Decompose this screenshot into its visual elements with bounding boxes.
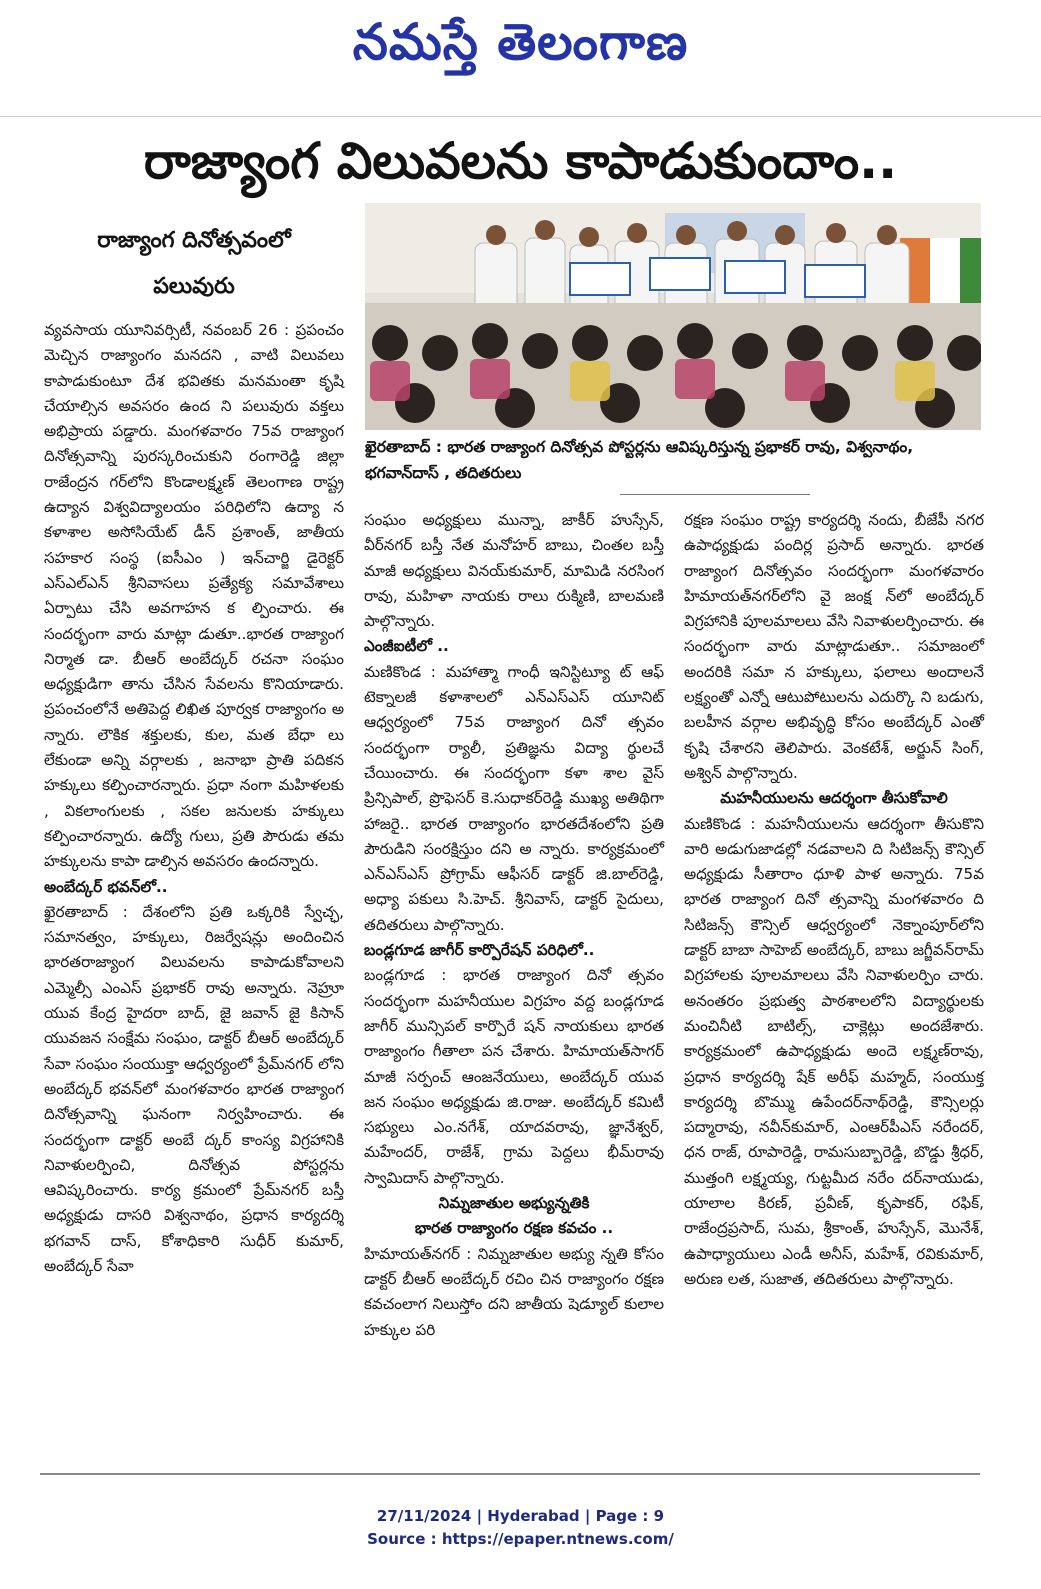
side-title [44, 218, 344, 310]
paragraph: మణికొండ : మహనీయులను ఆదర్శంగా తీసుకొని వారి అడుగుజాడల్లో నడవాలని ది సిటిజన్స్ కౌన్సిల్ అధ్యక్షుడు సీతారాం ధూళి పాళ అన్నారు. 75వ భారత రాజ్యాంగ దినో త్సవాన్ని మంగళవారం ది సిటిజన్స్ కౌన్సిల్ ఆధ్వర్యంలో నెక్నాంపూర్‌లోని డాక్టర్ బాబా సాహెబ్ అంబేద్కర్, బాబు జగ్జీవన్‌రామ్ విగ్రహాలకు పూలమాలలు వేసి నివాళులర్పిం చారు. అనంతరం ప్రభుత్వ పాఠశాలలోని విద్యార్థులకు మంచినీటి బాటిల్స్, చాక్లెట్లు అందజేశారు. కార్యక్రమంలో ఉపాధ్యక్షుడు అందె లక్ష్మణ్‌రావు, ప్రధాన కార్యదర్శి షేక్ అరీఫ్ మహ్మద్, సంయుక్త కార్యదర్శి బొమ్ము ఉపేందర్‌నాథ్‌రెడ్డి, కౌన్సిలర్లు పద్మారావు, నవీన్‌కుమార్, ఎంఆర్‌పీఎస్ నరేందర్, ధన రాజ్, రూపారెడ్డి, రామసుబ్బారెడ్డి, బొడ్డు శ్రీధర్, ముత్తంగి లక్ష్మయ్య, గుట్టమీద నరేం దర్‌నాయుడు, యాలాల కిరణ్, ప్రవీణ్, కృపాకర్, రఫిక్, రాజేంద్రప్రసాద్, సుమ, శ్రీకాంత్, హుస్సేన్, మొనేశ్, ఉపాధ్యాయులు ఎండీ అనీస్, మహేశ్, రవికుమార్, అరుణ లత, సుజాత, తదితరులు పాల్గొన్నారు. [684, 814, 984, 1288]
article-column-2 [364, 508, 664, 1343]
paragraph: రక్షణ సంఘం రాష్ట్ర కార్యదర్శి నందు, బీజేపీ నగర ఉపాధ్యక్షుడు పందిర్ల ప్రసాద్ అన్నారు. భారత రాజ్యాంగ దినోత్సవం సందర్భంగా మంగళవారం హిమాయత్‌నగర్‌లోని వై జంక్ష న్‌లో అంబేద్కర్ విగ్రహానికి పూలమాలలు వేసి నివాళులర్పించారు. ఈ సందర్భంగా వారు మాట్లాడుతూ.. సమాజంలో అందరికి సమా న హక్కులు, ఫలాలు అందాలనే లక్ష్యంతో ఎన్నో ఆటుపోటులను ఎదుర్కొ ని బడుగు, బలహీన వర్గాల అభివృద్ధి కోసం అంబేద్కర్ ఎంతో కృషి చేశారని తెలిపారు. వెంకటేశ్, అర్జున్ సింగ్, అశ్విన్ పాల్గొన్నారు. [684, 511, 984, 782]
subheading: మహనీయులను ఆదర్శంగా తీసుకోవాలి [720, 789, 948, 808]
subheading: అంబేద్కర్ భవన్‌లో.. [44, 877, 168, 896]
photo-caption: ఖైరతాబాద్ : భారత రాజ్యాంగ దినోత్సవ పోస్టర్లను ఆవిష్కరిస్తున్న ప్రభాకర్ రావు, విశ్వనాథం, భగవాన్‌దాస్ , తదితరులు [365, 438, 914, 482]
side-title-line1: రాజ్యాంగ దినోత్సవంలో [97, 228, 291, 253]
main-headline: రాజ్యాంగ విలువలను కాపాడుకుందాం.. [143, 132, 898, 190]
footer-date-line: 27/11/2024 | Hyderabad | Page : 9 [376, 1507, 665, 1525]
paragraph: సంఘం అధ్యక్షులు మున్నా, జాకీర్ హుస్సేన్, వీర్‌నగర్ బస్తీ నేత మనోహర్ బాబు, చింతల బస్తీ మాజీ అధ్యక్షులు వినయ్‌కుమార్, మామిడి నరసింగ రావు, మహిళా నాయకు రాలు రుక్మిణి, బాలమణి పాల్గొన్నారు. [364, 511, 664, 631]
paragraph: బండ్లగూడ : భారత రాజ్యాంగ దినో త్సవం సందర్భంగా మహనీయుల విగ్రహం వద్ద బండ్లగూడ జాగీర్ మున్సిపల్ కార్పొరే షన్ నాయకులు భారత రాజ్యాంగం గీతాలా పన చేశారు. హిమాయత్‌సాగర్ మాజీ సర్పంచ్ ఆంజనేయులు, అంబేద్కర్ యువ జన సంఘం అధ్యక్షుడు జి.రాజు. అంబేద్కర్ కమిటీ సభ్యులు ఎం.నగేశ్, యాదవరావు, జ్ఞానేశ్వర్, మహేందర్, రాజేశ్, గ్రామ పెద్దలు భీమ్‌రావు స్వామిదాస్ పాల్గొన్నారు. [364, 966, 664, 1187]
article-column-3 [684, 508, 984, 1292]
paragraph: మణికొండ : మహాత్మా గాంధీ ఇనిస్టిట్యూ ట్ ఆఫ్ టెక్నాలజీ కళాశాలలో ఎన్ఎస్ఎస్ యూనిట్ ఆధ్వర్యంలో 75వ రాజ్యాంగ దినో త్సవం సందర్భంగా ర్యాలీ, ప్రతిజ్ఞను విద్యా ర్థులచే చేయించారు. ఈ సందర్భంగా కళా శాల వైస్ ప్రిన్సిపాల్, ప్రొఫెసర్ కె.సుధాకర్‌రెడ్డి ముఖ్య అతిథిగా హాజరై.. భారత రాజ్యాంగం భారతదేశంలోని ప్రతి పౌరుడిని సంరక్షిస్తుం దని అ న్నారు. కార్యక్రమంలో ఎన్ఎస్ఎస్ ప్రోగ్రామ్ ఆఫీసర్ డాక్టర్ జి.బాల్‌రెడ్డి, అధ్యా పకులు సి.హెచ్. శ్రీనివాస్, డాక్టర్ సైదులు, తదితరులు పాల్గొన్నారు. [364, 662, 664, 934]
top-divider [0, 116, 1041, 117]
paragraph: ఖైరతాబాద్ : దేశంలోని ప్రతి ఒక్కరికి స్వేచ్ఛ, సమానత్వం, హక్కులు, రిజర్వేషన్లు అందించిన భారతరాజ్యాంగ విలువలను కాపాడుకోవాలని ఎమ్మెల్సీ ఎంఎస్ ప్రభాకర్ రావు అన్నారు. నెహ్రూ యువ కేంద్ర హైదరా బాద్, జై జవాన్ జై కిసాన్ యువజన సంక్షేమ సంఘం, డాక్టర్ బీఆర్ అంబేద్కర్ సేవా సంఘం సంయుక్తా ఆధ్వర్యంలో ప్రేమ్‌నగర్ లోని అంబేద్కర్ భవన్‌లో మంగళవారం భారత రాజ్యాంగ దినోత్సవాన్ని ఘనంగా నిర్వహించారు. ఈ సందర్భంగా డాక్టర్ అంబే ద్కర్ కాంస్య విగ్రహానికి నివాళులర్పించి, దినోత్సవ పోస్టర్లను ఆవిష్కరించారు. కార్య క్రమంలో ప్రేమ్‌నగర్ బస్తీ అధ్యక్షుడు దాసరి విశ్వనాథం, ప్రధాన కార్యదర్శి భగవాన్ దాస్, కోశాధికారి సుధీర్ కుమార్, అంబేద్కర్ సేవా [44, 902, 344, 1275]
footer-source-link[interactable]: Source : https://epaper.ntnews.com/ [367, 1530, 674, 1548]
subheading: బండ్లగూడ జాగీర్ కార్పొరేషన్ పరిధిలో.. [364, 941, 595, 960]
bottom-divider [40, 1473, 980, 1475]
page-footer [0, 1505, 1041, 1551]
side-title-line2: పలువురు [153, 274, 235, 299]
newspaper-masthead: నమస్తే తెలంగాణ [352, 13, 689, 71]
subheading: భారత రాజ్యాంగం రక్షణ కవచం .. [414, 1219, 614, 1238]
subheading: ఎంజీఐటీలో .. [364, 637, 449, 656]
subheading: నిమ్నజాతుల అభ్యున్నతికి [438, 1194, 590, 1213]
event-photo-illustration [365, 203, 981, 430]
paragraph: హిమాయత్‌నగర్ : నిమ్నజాతుల అభ్యు న్నతి కోసం డాక్టర్ బీఆర్ అంబేద్కర్ రచిం చిన రాజ్యాంగం రక్షణ కవచంలాగ నిలుస్తోం దని జాతీయ షెడ్యూల్ కులాల హక్కుల పరి [364, 1244, 664, 1339]
paragraph: వ్యవసాయ యూనివర్సిటీ, నవంబర్ 26 : ప్రపంచం మెచ్చిన రాజ్యాంగం మనదని , వాటి విలువలు కాపాడుకుంటూ దేశ భవితకు మనమంతా కృషి చేయాల్సిన అవసరం ఉంద ని పలువురు వక్తలు అభిప్రాయ పడ్డారు. మంగళవారం 75వ రాజ్యాంగ దినోత్సవాన్ని పురస్కరించుకుని రంగారెడ్డి జిల్లా రాజేంద్రన గర్‌లోని కొండాలక్ష్మణ్ తెలంగాణ రాష్ట్ర ఉద్యాన విశ్వవిద్యాలయం పరిధిలోని ఉద్యా న కళాశాల అసోసియేట్ డీన్ ప్రశాంత్, జాతీయ సహకార సంస్థ (ఐసీఎం ) ఇన్‌చార్జి డైరెక్టర్ ఎస్ఎల్ఎన్ శ్రీనివాసలు ప్రత్యేక్య సమావేశాలు ఏర్పాటు చేసి అవగాహన క ల్పించారు. ఈ సందర్భంగా వారు మాట్లా డుతూ..భారత రాజ్యాంగ నిర్మాత డా. బీఆర్ అంబేద్కర్ రచనా సంఘం అధ్యక్షుడిగా తాను చేసిన సేవలను కొనియాడారు. ప్రపంచంలోనే అతిపెద్ద లిఖిత పూర్వక రాజ్యాంగం అ న్నారు. లౌకిక శక్తులకు, కుల, మత బేధా లు లేకుండా అన్ని వర్గాలకు , జనాభా ప్రాతి పదికన హక్కులు కల్పించారన్నారు. ప్రధా నంగా మహిళలకు , వికలాంగులకు , సకల జనులకు హక్కులు కల్పించారన్నారు. ఉద్యో గులు, ప్రతి పౌరుడు తమ హక్కులను కాపా డాల్సిన అవసరం ఉందన్నారు. [44, 321, 344, 871]
caption-divider [620, 494, 810, 495]
event-photo [365, 203, 981, 430]
article-column-1 [44, 318, 344, 1279]
